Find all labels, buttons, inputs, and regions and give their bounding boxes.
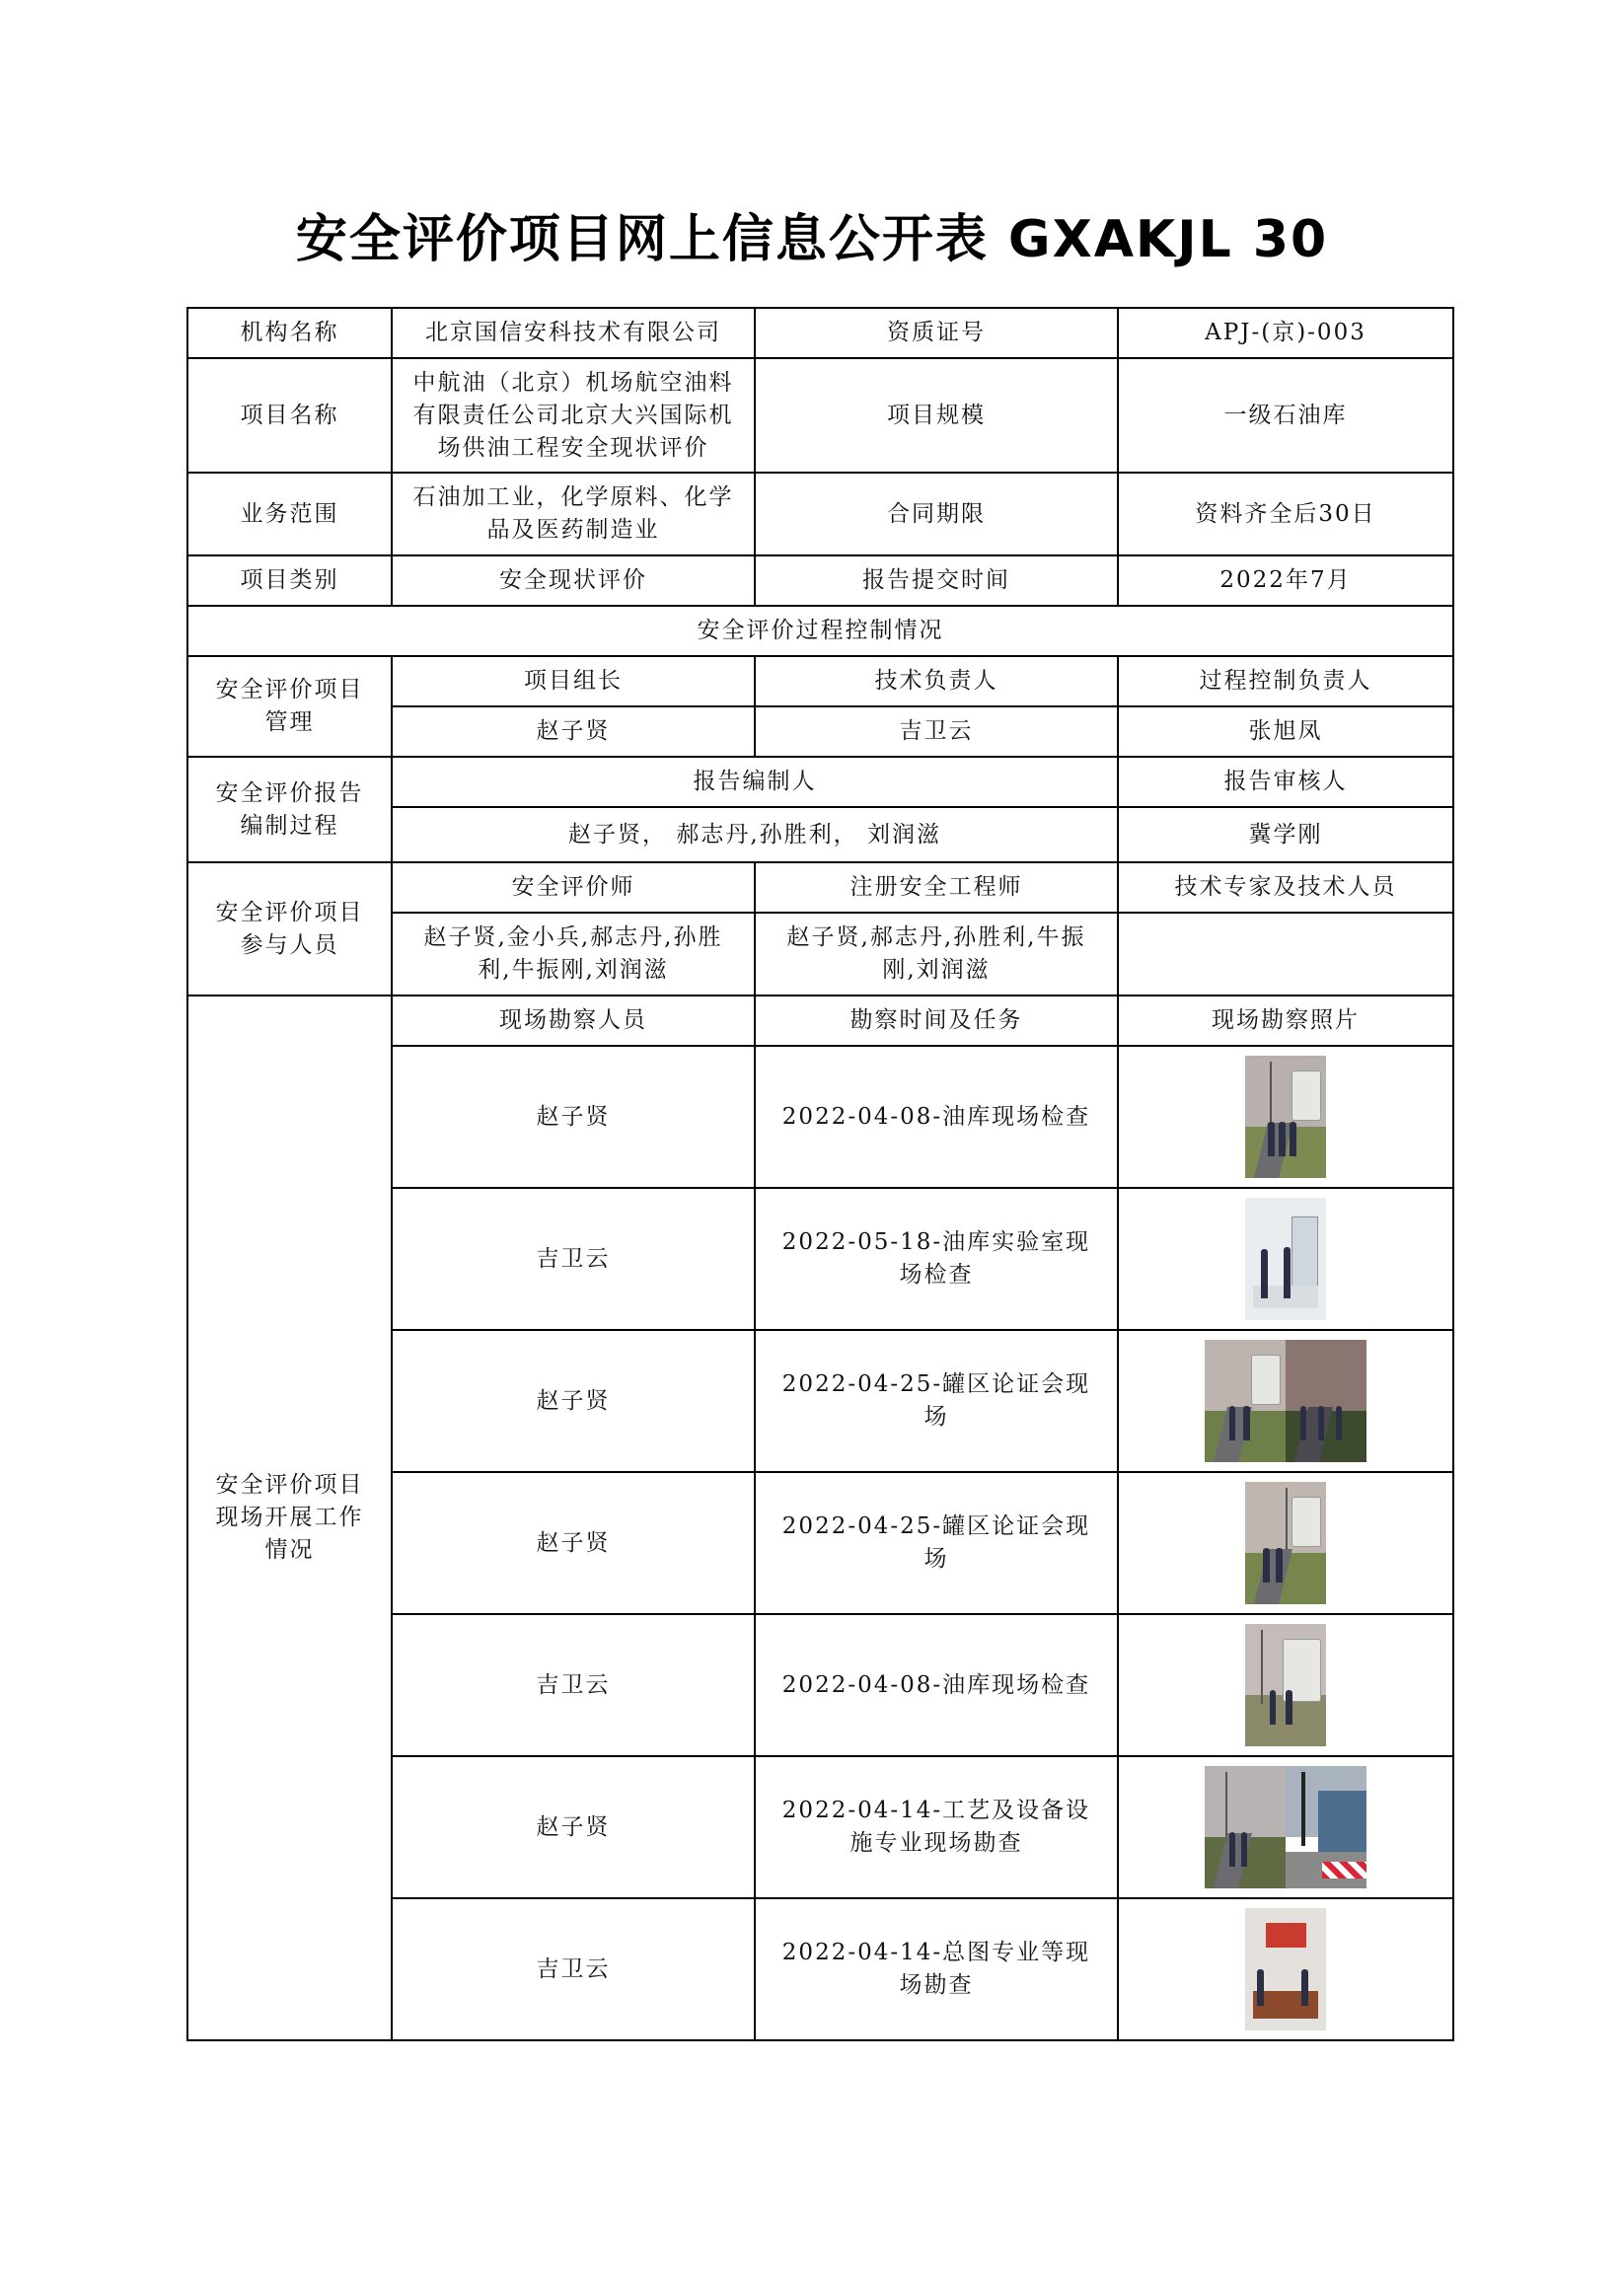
writer-label: 报告编制人 — [392, 757, 1118, 807]
participants-label: 安全评价项目参与人员 — [187, 862, 392, 995]
site-task: 2022-04-25-罐区论证会现场 — [755, 1330, 1118, 1472]
table-row — [187, 656, 1453, 706]
report-process-label: 安全评价报告编制过程 — [187, 757, 392, 862]
contract-value: 资料齐全后30日 — [1118, 473, 1453, 555]
evaluator-label: 安全评价师 — [392, 862, 755, 913]
site-person: 赵子贤 — [392, 1756, 755, 1898]
site-photo-cell — [1118, 1756, 1453, 1898]
facility-photo — [1286, 1766, 1366, 1888]
tank-area-photo — [1205, 1340, 1286, 1462]
table-row — [187, 555, 1453, 606]
table-row — [187, 862, 1453, 913]
site-task: 2022-04-14-总图专业等现场勘查 — [755, 1898, 1118, 2040]
table-row — [187, 606, 1453, 656]
site-person: 赵子贤 — [392, 1472, 755, 1614]
submit-value: 2022年7月 — [1118, 555, 1453, 606]
site-photo-cell — [1118, 1614, 1453, 1756]
site-person-header: 现场勘察人员 — [392, 995, 755, 1046]
management-label: 安全评价项目管理 — [187, 656, 392, 757]
writer-value: 赵子贤， 郝志丹,孙胜利， 刘润滋 — [392, 807, 1118, 862]
scale-value: 一级石油库 — [1118, 358, 1453, 473]
tech-lead-value: 吉卫云 — [755, 706, 1118, 757]
site-task: 2022-04-08-油库现场检查 — [755, 1046, 1118, 1188]
tech-lead-label: 技术负责人 — [755, 656, 1118, 706]
category-label: 项目类别 — [187, 555, 392, 606]
site-task: 2022-04-08-油库现场检查 — [755, 1614, 1118, 1756]
table-row — [187, 358, 1453, 473]
contract-label: 合同期限 — [755, 473, 1118, 555]
site-photo-header: 现场勘察照片 — [1118, 995, 1453, 1046]
expert-value — [1118, 913, 1453, 995]
table-row — [187, 473, 1453, 555]
process-header: 安全评价过程控制情况 — [187, 606, 1453, 656]
site-person: 吉卫云 — [392, 1898, 755, 2040]
category-value: 安全现状评价 — [392, 555, 755, 606]
site-person: 赵子贤 — [392, 1330, 755, 1472]
site-photo-cell — [1118, 1330, 1453, 1472]
site-work-label: 安全评价项目现场开展工作情况 — [187, 995, 392, 2040]
site-task: 2022-04-25-罐区论证会现场 — [755, 1472, 1118, 1614]
table-row — [187, 308, 1453, 358]
org-value: 北京国信安科技术有限公司 — [392, 308, 755, 358]
page-title: 安全评价项目网上信息公开表 GXAKJL 30 — [295, 210, 1329, 269]
cert-value: APJ-(京)-003 — [1118, 308, 1453, 358]
cert-label: 资质证号 — [755, 308, 1118, 358]
tank-area-photo — [1286, 1340, 1366, 1462]
evaluator-value: 赵子贤,金小兵,郝志丹,孙胜利,牛振刚,刘润滋 — [392, 913, 755, 995]
site-person: 赵子贤 — [392, 1046, 755, 1188]
scope-label: 业务范围 — [187, 473, 392, 555]
org-label: 机构名称 — [187, 308, 392, 358]
process-lead-value: 张旭凤 — [1118, 706, 1453, 757]
reviewer-value: 冀学刚 — [1118, 807, 1453, 862]
reviewer-label: 报告审核人 — [1118, 757, 1453, 807]
leader-value: 赵子贤 — [392, 706, 755, 757]
info-table — [186, 307, 1454, 2041]
meeting-photo — [1245, 1908, 1326, 2030]
process-lead-label: 过程控制负责人 — [1118, 656, 1453, 706]
project-name-value: 中航油（北京）机场航空油料有限责任公司北京大兴国际机场供油工程安全现状评价 — [392, 358, 755, 473]
scale-label: 项目规模 — [755, 358, 1118, 473]
facility-photo — [1205, 1766, 1286, 1888]
tank-area-photo — [1245, 1482, 1326, 1604]
site-photo-cell — [1118, 1898, 1453, 2040]
table-row — [187, 995, 1453, 1046]
leader-label: 项目组长 — [392, 656, 755, 706]
site-photo-cell — [1118, 1188, 1453, 1330]
tank-yard-photo — [1245, 1056, 1326, 1178]
submit-label: 报告提交时间 — [755, 555, 1118, 606]
table-row — [187, 757, 1453, 807]
laboratory-photo — [1245, 1198, 1326, 1320]
engineer-label: 注册安全工程师 — [755, 862, 1118, 913]
site-photo-cell — [1118, 1046, 1453, 1188]
scope-value: 石油加工业，化学原料、化学品及医药制造业 — [392, 473, 755, 555]
expert-label: 技术专家及技术人员 — [1118, 862, 1453, 913]
engineer-value: 赵子贤,郝志丹,孙胜利,牛振刚,刘润滋 — [755, 913, 1118, 995]
project-name-label: 项目名称 — [187, 358, 392, 473]
site-task: 2022-04-14-工艺及设备设施专业现场勘查 — [755, 1756, 1118, 1898]
site-person: 吉卫云 — [392, 1614, 755, 1756]
tank-yard-photo — [1245, 1624, 1326, 1746]
site-task: 2022-05-18-油库实验室现场检查 — [755, 1188, 1118, 1330]
site-photo-cell — [1118, 1472, 1453, 1614]
site-task-header: 勘察时间及任务 — [755, 995, 1118, 1046]
site-person: 吉卫云 — [392, 1188, 755, 1330]
